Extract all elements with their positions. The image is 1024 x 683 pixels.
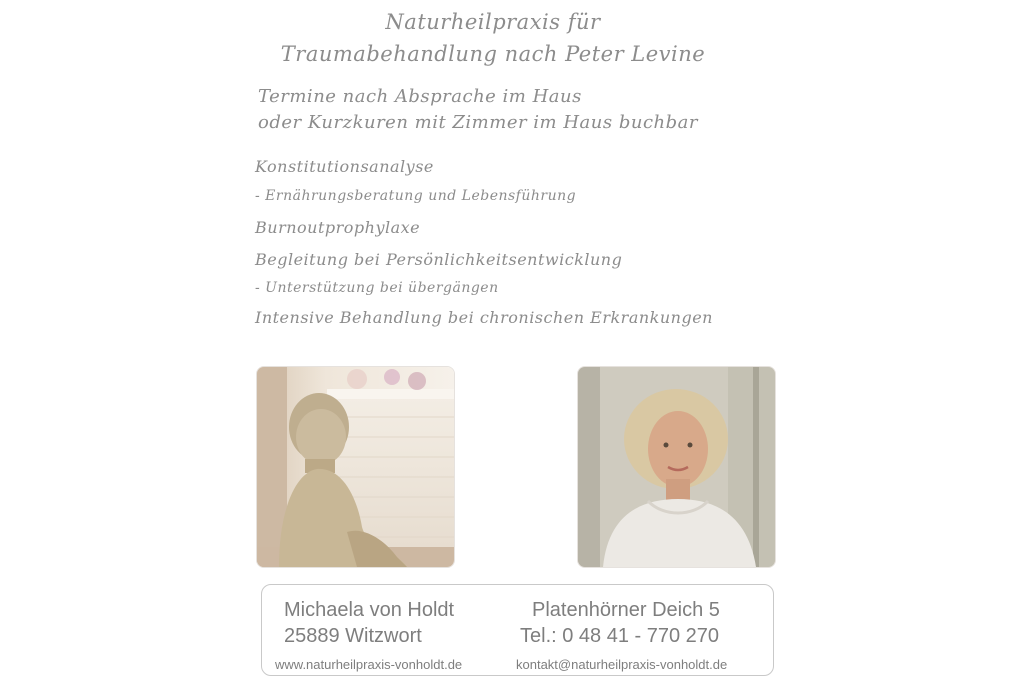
portrait-photo (577, 366, 776, 568)
contact-name: Michaela von Holdt (284, 599, 455, 621)
service-item: Burnoutprophylaxe (255, 218, 421, 237)
appointment-info-line1: Termine nach Absprache im Haus (258, 86, 582, 107)
service-item: Konstitutionsanalyse (255, 157, 434, 176)
appointment-info-line2: oder Kurzkuren mit Zimmer im Haus buchbar (258, 112, 698, 133)
buddha-photo (256, 366, 455, 568)
contact-zip-city: 25889 Witzwort (284, 625, 422, 647)
contact-box (261, 584, 774, 676)
contact-phone: Tel.: 0 48 41 - 770 270 (520, 625, 720, 647)
email-link[interactable]: kontakt@naturheilpraxis-vonholdt.de (516, 657, 728, 672)
service-subitem: - Ernährungsberatung und Lebensführung (255, 188, 577, 204)
service-subitem: - Unterstützung bei übergängen (255, 280, 499, 296)
contact-street: Platenhörner Deich 5 (532, 599, 720, 621)
service-item: Begleitung bei Persönlichkeitsentwicklung (255, 250, 623, 269)
website-link[interactable]: www.naturheilpraxis-vonholdt.de (275, 657, 463, 672)
service-item: Intensive Behandlung bei chronischen Erkrankungen (255, 308, 713, 327)
practice-title-line2: Traumabehandlung nach Peter Levine (280, 42, 706, 66)
practice-title-line1: Naturheilpraxis für (385, 10, 601, 34)
